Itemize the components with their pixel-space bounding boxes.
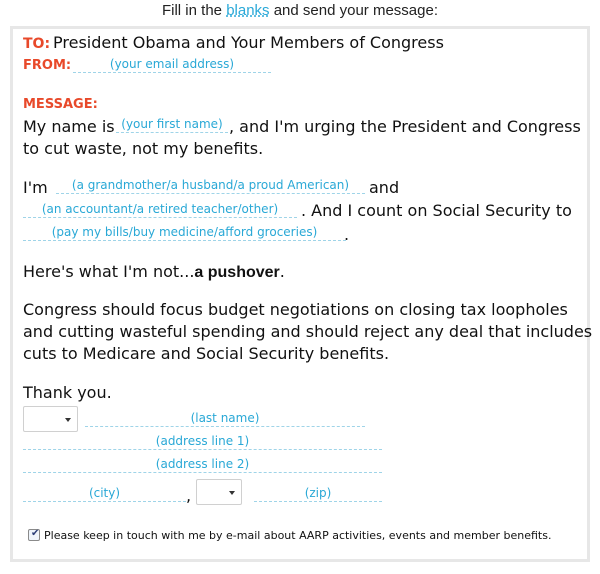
city-field[interactable] <box>23 484 186 502</box>
not-suffix: . <box>279 262 285 281</box>
cut-waste-text: to cut waste, not my benefits. <box>23 139 264 158</box>
social-security-use-field[interactable] <box>23 223 346 241</box>
and-text: and <box>369 178 400 197</box>
checkmark-icon: ✔ <box>31 528 40 539</box>
address-line-1-field[interactable] <box>23 432 382 450</box>
from-label: FROM: <box>23 58 72 73</box>
count-on-text: . And I count on Social Security to <box>301 201 572 220</box>
not-bold: a pushover <box>194 264 280 281</box>
paragraph-line-3: cuts to Medicare and Social Security benefits. <box>23 344 390 363</box>
last-name-field[interactable] <box>85 409 365 427</box>
role-field[interactable] <box>56 176 365 194</box>
not-pushover-text <box>23 262 285 282</box>
paragraph-line-2: and cutting wasteful spending and should reject any deal that includes <box>23 322 593 341</box>
im-text: I'm <box>23 178 48 197</box>
instruction-header <box>0 2 600 19</box>
letter-form <box>10 26 593 562</box>
to-value: President Obama and Your Members of Congress <box>53 33 444 52</box>
address-line-2-field[interactable] <box>23 455 382 473</box>
state-select[interactable] <box>196 479 242 505</box>
period-text: . <box>344 225 350 244</box>
thank-you-text: Thank you. <box>23 383 112 402</box>
blanks-link[interactable]: blanks <box>226 2 270 19</box>
not-prefix: Here's what I'm not... <box>23 262 195 281</box>
name-intro-text: My name is <box>23 117 115 136</box>
keep-in-touch-label: Please keep in touch with me by e-mail about AARP activities, events and member benefits. <box>44 529 552 542</box>
chevron-down-icon <box>65 418 71 422</box>
message-label: MESSAGE: <box>23 97 98 112</box>
occupation-field[interactable] <box>23 200 297 218</box>
city-comma: , <box>186 486 192 505</box>
paragraph-line-1: Congress should focus budget negotiations on closing tax loopholes <box>23 300 568 319</box>
email-field[interactable] <box>73 55 271 73</box>
title-select[interactable] <box>23 406 78 432</box>
urging-text: , and I'm urging the President and Congress <box>229 117 581 136</box>
zip-field[interactable] <box>254 484 382 502</box>
header-suffix: and send your message: <box>273 2 438 19</box>
header-prefix: Fill in the <box>161 2 223 19</box>
to-label: TO: <box>23 36 51 52</box>
first-name-field[interactable] <box>116 115 228 133</box>
chevron-down-icon <box>229 491 235 495</box>
keep-in-touch-checkbox[interactable] <box>28 529 40 541</box>
